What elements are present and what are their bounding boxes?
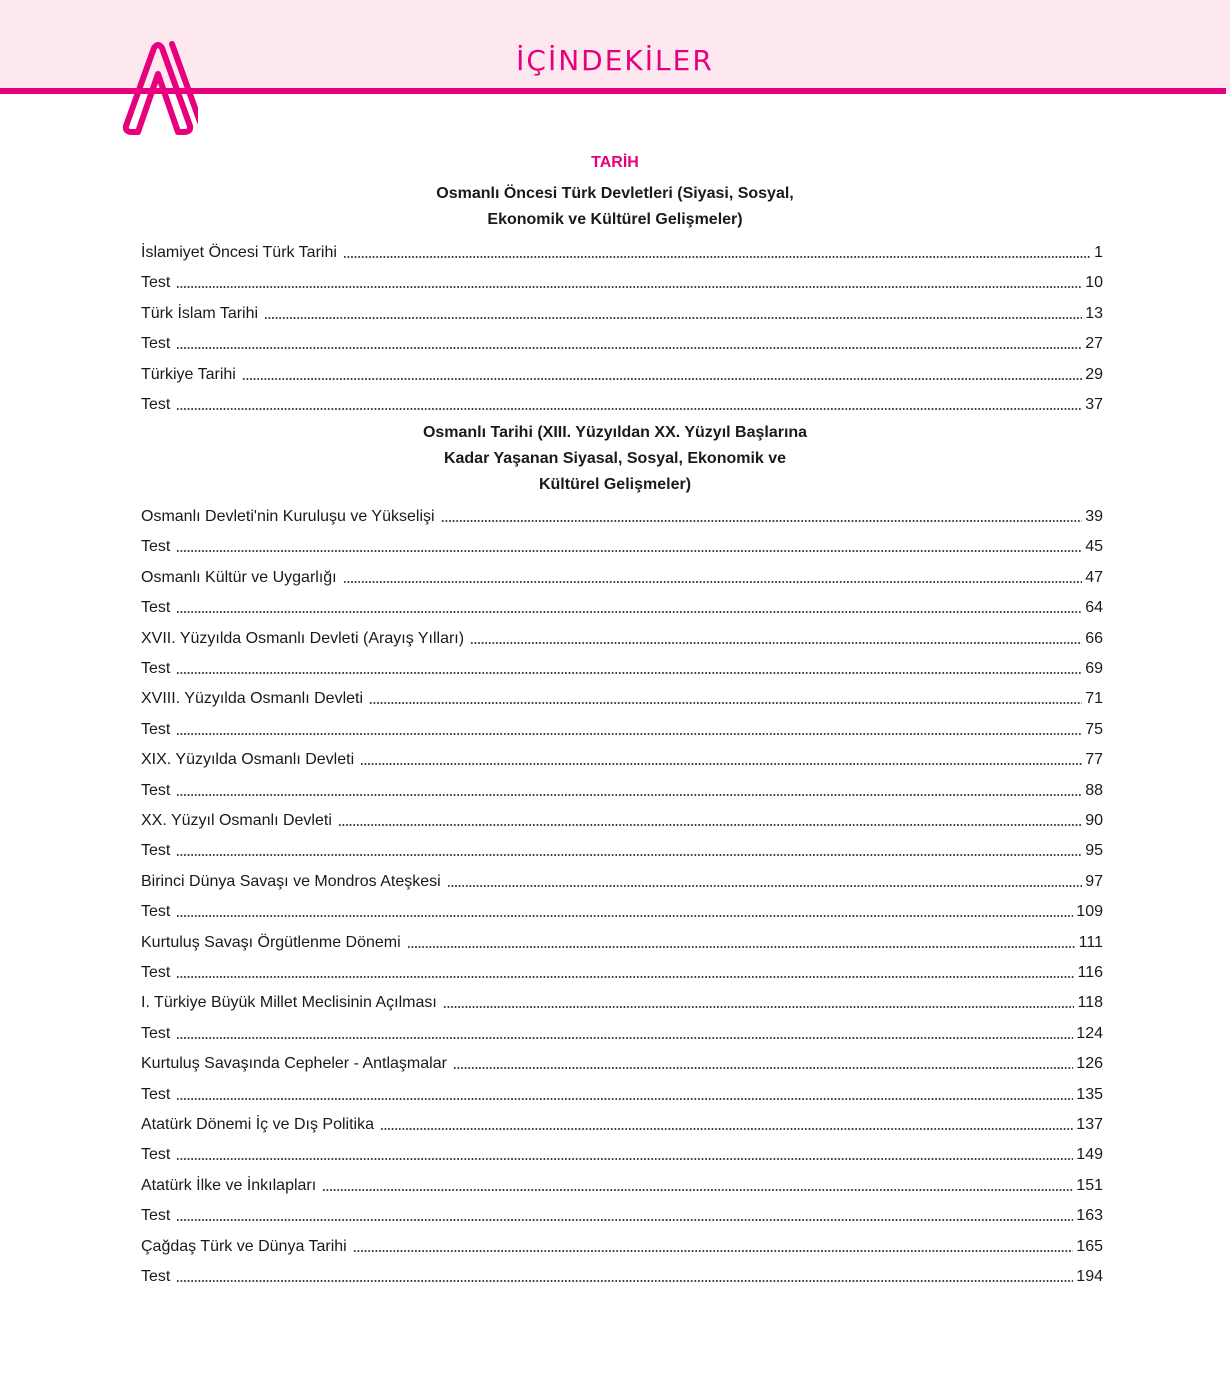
toc-entry-page: 37 <box>1085 396 1103 413</box>
toc-entry[interactable] <box>141 686 1103 708</box>
group-heading <box>0 181 1230 233</box>
toc-entry-page: 116 <box>1077 964 1103 981</box>
dot-leader <box>176 1098 1073 1100</box>
toc-entry[interactable] <box>141 301 1103 323</box>
toc-entry[interactable] <box>141 656 1103 678</box>
dot-leader <box>176 408 1082 410</box>
toc-entry-title: Test <box>141 599 171 617</box>
toc-entry[interactable] <box>141 869 1103 891</box>
dot-leader <box>176 347 1082 349</box>
toc-entry[interactable] <box>141 990 1103 1012</box>
toc-entry-page: 29 <box>1085 365 1103 383</box>
toc-entry-page: 39 <box>1085 508 1103 525</box>
toc-entry[interactable] <box>141 747 1103 769</box>
toc-entry-title: Test <box>141 274 171 292</box>
toc-entry-title: Çağdaş Türk ve Dünya Tarihi <box>141 1237 347 1255</box>
toc-entry-title: Kurtuluş Savaşında Cepheler - Antlaşmalar <box>141 1055 447 1073</box>
dot-leader <box>453 1067 1073 1069</box>
dot-leader <box>176 286 1082 288</box>
dot-leader <box>322 1189 1073 1191</box>
toc-entry-title: Türkiye Tarihi <box>141 365 236 383</box>
toc-entry[interactable] <box>141 1203 1103 1225</box>
toc-entry-page: 64 <box>1085 599 1103 617</box>
dot-leader <box>176 672 1082 674</box>
toc-entry[interactable] <box>141 331 1103 353</box>
toc-entry[interactable] <box>141 1112 1103 1134</box>
dot-leader <box>176 1280 1073 1282</box>
group-heading-line: Kültürel Gelişmeler) <box>538 476 692 493</box>
dot-leader <box>353 1250 1074 1252</box>
dot-leader <box>369 702 1082 704</box>
toc-entry-title: XVII. Yüzyılda Osmanlı Devleti (Arayış Yılları) <box>141 629 465 647</box>
dot-leader <box>176 611 1082 613</box>
toc-entry-page: 90 <box>1085 812 1103 829</box>
toc-entry-title: XIX. Yüzyılda Osmanlı Devleti <box>141 751 355 769</box>
toc-entry-title: Osmanlı Devleti'nin Kuruluşu ve Yükselişi <box>141 508 435 525</box>
toc-entry[interactable] <box>141 838 1103 860</box>
toc-entry[interactable] <box>141 240 1103 262</box>
dot-leader <box>176 1219 1073 1221</box>
toc-entry-title: Test <box>141 1085 171 1103</box>
toc-entry-page: 1 <box>1094 244 1103 261</box>
toc-entry-page: 124 <box>1076 1024 1103 1042</box>
toc-entry-title: XVIII. Yüzyılda Osmanlı Devleti <box>141 690 364 708</box>
dot-leader <box>443 1006 1075 1008</box>
toc-entry-page: 149 <box>1076 1146 1103 1164</box>
toc-entry-page: 45 <box>1085 538 1103 556</box>
dot-leader <box>343 581 1083 583</box>
toc-entry[interactable] <box>141 1264 1103 1286</box>
toc-entry-page: 95 <box>1085 842 1103 860</box>
page-title: İÇİNDEKİLER <box>516 44 714 77</box>
toc-entry-page: 13 <box>1085 304 1103 322</box>
dot-leader <box>264 317 1082 319</box>
toc-entry-page: 88 <box>1085 781 1103 799</box>
dot-leader <box>176 1037 1073 1039</box>
toc-entry[interactable] <box>141 778 1103 800</box>
toc-entry-title: Test <box>141 720 171 738</box>
dot-leader <box>360 763 1082 765</box>
group-heading-line: Ekonomik ve Kültürel Gelişmeler) <box>487 211 743 228</box>
toc-entry-title: Test <box>141 1207 171 1225</box>
toc-entry-title: Test <box>141 842 171 860</box>
dot-leader <box>176 854 1082 856</box>
group-heading-line: Kadar Yaşanan Siyasal, Sosyal, Ekonomik ve <box>443 450 787 467</box>
toc-entry[interactable] <box>141 392 1103 414</box>
toc-entry-title: Türk İslam Tarihi <box>141 304 259 322</box>
toc-entry-title: Test <box>141 538 171 556</box>
toc-entry[interactable] <box>141 930 1103 952</box>
toc-entry-page: 126 <box>1076 1055 1103 1073</box>
toc-entry-title: I. Türkiye Büyük Millet Meclisinin Açılması <box>141 994 437 1012</box>
toc-entry[interactable] <box>141 595 1103 617</box>
toc-entry-page: 111 <box>1078 933 1103 951</box>
toc-entry-title: Test <box>141 660 171 677</box>
dot-leader <box>343 256 1091 258</box>
letter-a-logo <box>118 40 198 135</box>
toc-entry[interactable] <box>141 1234 1103 1256</box>
toc-entry-title: Osmanlı Kültür ve Uygarlığı <box>141 568 337 586</box>
dot-leader <box>338 824 1082 826</box>
toc-entry-page: 137 <box>1076 1116 1103 1133</box>
toc-entry-page: 66 <box>1085 629 1103 647</box>
toc-entry-page: 135 <box>1076 1085 1103 1103</box>
dot-leader <box>380 1128 1073 1130</box>
dot-leader <box>447 885 1083 887</box>
toc-entry-title: Birinci Dünya Savaşı ve Mondros Ateşkesi <box>141 872 441 890</box>
toc-entry-title: Test <box>141 1268 171 1285</box>
dot-leader <box>242 378 1082 380</box>
dot-leader <box>176 794 1082 796</box>
toc-entry-title: Atatürk İlke ve İnkılapları <box>141 1176 317 1194</box>
toc-entry[interactable] <box>141 504 1103 526</box>
toc-entry-page: 75 <box>1085 720 1103 738</box>
toc-entry[interactable] <box>141 1021 1103 1043</box>
toc-entry-page: 47 <box>1085 568 1103 586</box>
dot-leader <box>176 550 1082 552</box>
toc-entry[interactable] <box>141 717 1103 739</box>
toc-entry-page: 10 <box>1085 274 1103 292</box>
toc-entry-page: 97 <box>1085 872 1103 890</box>
toc-entry[interactable] <box>141 270 1103 292</box>
toc-entry[interactable] <box>141 534 1103 556</box>
toc-entry[interactable] <box>141 565 1103 587</box>
toc-entry-title: İslamiyet Öncesi Türk Tarihi <box>141 244 337 261</box>
toc-entry-page: 194 <box>1076 1268 1103 1285</box>
toc-entry-page: 27 <box>1085 335 1103 353</box>
toc-entry-page: 151 <box>1076 1176 1103 1194</box>
toc-entry-title: Kurtuluş Savaşı Örgütlenme Dönemi <box>141 933 401 951</box>
toc-entry-page: 77 <box>1085 751 1103 769</box>
toc-entry[interactable] <box>141 1051 1103 1073</box>
toc-entry[interactable] <box>141 1142 1103 1164</box>
toc-entry[interactable] <box>141 1173 1103 1195</box>
toc-entry[interactable] <box>141 626 1103 648</box>
dot-leader <box>176 915 1073 917</box>
dot-leader <box>176 1158 1073 1160</box>
section-label: TARİH <box>591 154 639 171</box>
toc-entry[interactable] <box>141 362 1103 384</box>
dot-leader <box>176 733 1082 735</box>
toc-entry-page: 163 <box>1076 1207 1103 1225</box>
dot-leader <box>470 642 1082 644</box>
toc-entry-title: Test <box>141 1024 171 1042</box>
toc-entry-page: 165 <box>1076 1237 1103 1255</box>
dot-leader <box>176 976 1074 978</box>
group-heading-line: Osmanlı Öncesi Türk Devletleri (Siyasi, Sosyal, <box>436 185 794 202</box>
group-heading-line: Osmanlı Tarihi (XIII. Yüzyıldan XX. Yüzyıl Başlarına <box>422 424 808 441</box>
group-heading <box>0 420 1230 498</box>
toc-entry-title: Test <box>141 964 171 981</box>
dot-leader <box>441 520 1083 522</box>
toc-entry[interactable] <box>141 808 1103 830</box>
toc-entry-title: Test <box>141 335 171 353</box>
toc-entry-title: Test <box>141 1146 171 1164</box>
toc-entry[interactable] <box>141 899 1103 921</box>
toc-entry-title: Test <box>141 903 171 921</box>
toc-entry-page: 118 <box>1077 994 1103 1012</box>
toc-entry-title: XX. Yüzyıl Osmanlı Devleti <box>141 812 332 829</box>
dot-leader <box>407 946 1076 948</box>
toc-entry-title: Atatürk Dönemi İç ve Dış Politika <box>141 1116 374 1133</box>
toc-entry[interactable] <box>141 960 1103 982</box>
toc-entry-page: 109 <box>1076 903 1103 921</box>
toc-entry-title: Test <box>141 396 171 413</box>
toc-entry-page: 71 <box>1085 690 1103 708</box>
toc-entry[interactable] <box>141 1082 1103 1104</box>
toc-entry-page: 69 <box>1085 660 1103 677</box>
toc-entry-title: Test <box>141 781 171 799</box>
